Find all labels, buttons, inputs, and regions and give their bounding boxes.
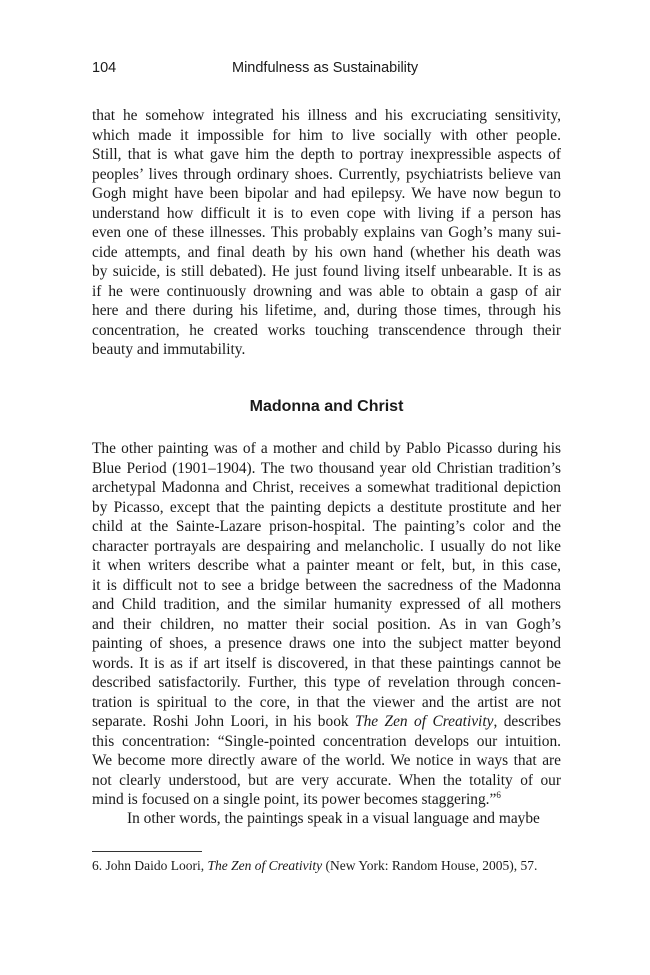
text-line: if he were continuously drowning and was able to obtain a gasp of air bbox=[92, 282, 561, 300]
text-line: which made it impossible for him to live socially with other people. bbox=[92, 126, 561, 144]
section-heading: Madonna and Christ bbox=[249, 398, 404, 415]
text-line: child at the Sainte-Lazare prison-hospital. The painting’s color and the bbox=[92, 518, 561, 535]
text-line: this concentration: “Single-pointed concentration develops our intuition. bbox=[92, 732, 561, 750]
footnote-prefix: 6. John Daido Loori, bbox=[92, 858, 208, 873]
text-line: The other painting was of a mother and child by Pablo Picasso during his bbox=[92, 440, 561, 457]
text-line: Still, that is what gave him the depth to portray inexpressible aspects of bbox=[92, 146, 561, 163]
text-line: archetypal Madonna and Christ, receives a somewhat traditional depiction bbox=[92, 479, 561, 496]
footnote-rule bbox=[92, 851, 202, 852]
running-title: Mindfulness as Sustainability bbox=[232, 60, 419, 76]
footnote-reference[interactable]: 6 bbox=[496, 789, 501, 800]
text-line: tration is spiritual to the core, in that the viewer and the artist are not bbox=[92, 693, 561, 711]
text-line: Blue Period (1901–1904). The two thousand year old Christian tradition’s bbox=[92, 459, 561, 477]
text-line: In other words, the paintings speak in a visual language and maybe bbox=[127, 810, 540, 827]
paragraph-picasso bbox=[92, 439, 561, 810]
text-segment: , describes bbox=[493, 713, 561, 730]
footnote bbox=[92, 857, 561, 874]
footnote-book-title: The Zen of Creativity bbox=[207, 858, 323, 873]
text-line: words. It is as if art itself is discovered, in that these paintings cannot be bbox=[92, 654, 561, 672]
paragraph-continuation bbox=[92, 809, 561, 829]
text-line: it when writers describe what a painter meant or felt, but, in this case, bbox=[92, 557, 561, 574]
text-line: by Picasso, except that the painting depicts a destitute prostitute and her bbox=[92, 498, 561, 516]
text-line: not clearly understood, but are very accurate. When the totality of our bbox=[92, 771, 561, 789]
text-segment: mind is focused on a single point, its power becomes staggering.” bbox=[92, 791, 497, 808]
text-line-with-footnote bbox=[92, 790, 561, 810]
text-line: concentration, he created works touching transcendence through their bbox=[92, 321, 561, 339]
text-line: it is difficult not to see a bridge between the sacredness of the Madonna bbox=[92, 576, 561, 594]
text-line: character portrayals are despairing and melancholic. I usually do not like bbox=[92, 537, 561, 555]
text-line: Gogh might have been bipolar and had epilepsy. We have now begun to bbox=[92, 185, 561, 202]
text-line: here and there during his lifetime, and, during those times, through his bbox=[92, 302, 561, 319]
text-line: understand how difficult it is to even cope with living if a person has bbox=[92, 204, 561, 222]
text-line: beauty and immutability. bbox=[92, 341, 246, 358]
text-line: painting of shoes, a presence draws one into the subject matter beyond bbox=[92, 635, 561, 652]
text-line: peoples’ lives through ordinary shoes. Currently, psychiatrists believe van bbox=[92, 165, 561, 183]
text-line-with-title bbox=[92, 712, 561, 732]
text-line: and their children, no matter their social position. As in van Gogh’s bbox=[92, 615, 561, 633]
text-line: We become more directly aware of the world. We notice in ways that are bbox=[92, 752, 561, 769]
paragraph-van-gogh bbox=[92, 106, 561, 360]
running-head bbox=[92, 60, 562, 82]
footnote-suffix: (New York: Random House, 2005), 57. bbox=[322, 858, 538, 873]
text-line: even one of these illnesses. This probably explains van Gogh’s many sui- bbox=[92, 224, 561, 241]
text-segment: separate. Roshi John Loori, in his book bbox=[92, 713, 349, 730]
text-line: that he somehow integrated his illness and his excruciating sensitivity, bbox=[92, 107, 561, 124]
page-number: 104 bbox=[92, 60, 117, 76]
text-line: and Child tradition, and the similar humanity expressed of all mothers bbox=[92, 596, 561, 613]
book-title: The Zen of Creativity bbox=[355, 713, 494, 730]
text-line: by suicide, is still debated). He just found living itself unbearable. It is as bbox=[92, 263, 561, 280]
text-line: described satisfactorily. Further, this type of revelation through concen- bbox=[92, 674, 561, 691]
text-line: cide attempts, and final death by his own hand (whether his death was bbox=[92, 243, 561, 261]
